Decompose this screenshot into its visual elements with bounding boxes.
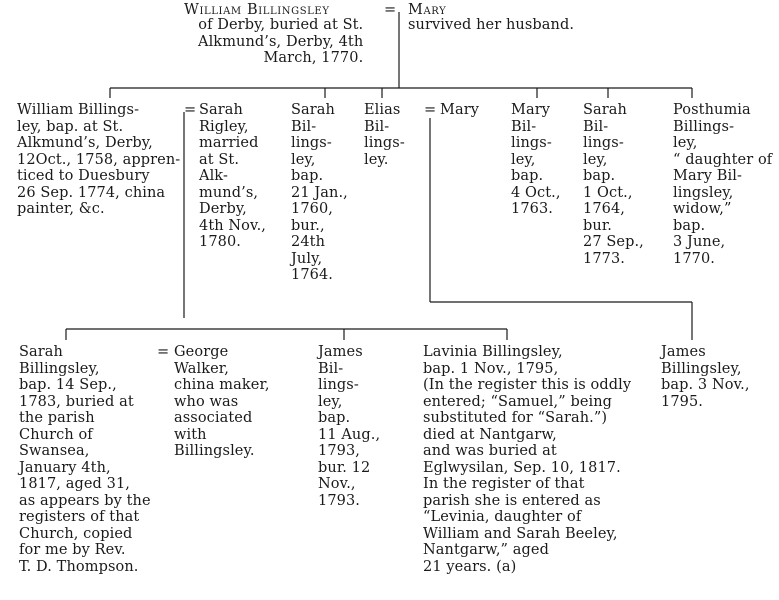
william-billingsley-details: of Derby, buried at St. Alkmund’s, Derby, 4th March, 1770.: [198, 17, 364, 66]
mary-billingsley-1763: Mary Bil- lings- ley, bap. 4 Oct., 1763.: [511, 102, 561, 217]
sarah-rigley: Sarah Rigley, married at St. Alk- mund’s, Derby, 4th Nov., 1780.: [199, 102, 267, 250]
sarah-billingsley-1764: Sarah Bil- lings- ley, bap. 1 Oct., 1764, bur. 27 Sep., 1773.: [583, 102, 644, 267]
william-billingsley-name: William Billingsley: [184, 2, 330, 18]
lavinia-billingsley: Lavinia Billingsley, bap. 1 Nov., 1795, (In the register this is oddly entered; “Samuel,” being substituted for “Sarah.”) died at Nantgarw, and was buried at Eglwysilan, Sep. 10, 1817. In the register of that parish she is entered as “Levinia, daughter of William and Sarah Beeley, Nantgarw,” aged 21 years. (a): [423, 344, 632, 575]
james-billingsley-1793: James Bil- lings- ley, bap. 11 Aug., 1793, bur. 12 Nov., 1793.: [318, 344, 381, 509]
posthumia-billingsley: Posthumia Billings- ley, “ daughter of Mary Bil- lingsley, widow,” bap. 3 June, 1770.: [673, 102, 773, 267]
marriage-sign-william-jr: =: [184, 102, 197, 118]
mary-name: Mary: [408, 2, 447, 18]
marriage-sign-sarah-1783: =: [157, 344, 170, 360]
marriage-sign-gen1: =: [384, 2, 397, 18]
elias-billingsley: Elias Bil- lings- ley.: [364, 102, 405, 168]
sarah-billingsley-1760: Sarah Bil- lings- ley, bap. 21 Jan., 1760, bur., 24th July, 1764.: [291, 102, 348, 283]
george-walker: George Walker, china maker, who was associated with Billingsley.: [174, 344, 270, 459]
marriage-sign-elias: =: [424, 102, 437, 118]
sarah-billingsley-1783: Sarah Billingsley, bap. 14 Sep., 1783, buried at the parish Church of Swansea, January 4th, 1817, aged 31, as appears by the registers of that Church, copied for me by Rev. T. D. Thompson.: [19, 344, 151, 575]
william-billingsley-jr: William Billings- ley, bap. at St. Alkmund’s, Derby, 12Oct., 1758, appren- ticed to Duesbury 26 Sep. 1774, china painter, &c.: [17, 102, 181, 217]
james-billingsley-1795: James Billingsley, bap. 3 Nov., 1795.: [661, 344, 750, 410]
mary-details: survived her husband.: [408, 17, 575, 33]
elias-wife-mary: Mary: [440, 102, 480, 118]
